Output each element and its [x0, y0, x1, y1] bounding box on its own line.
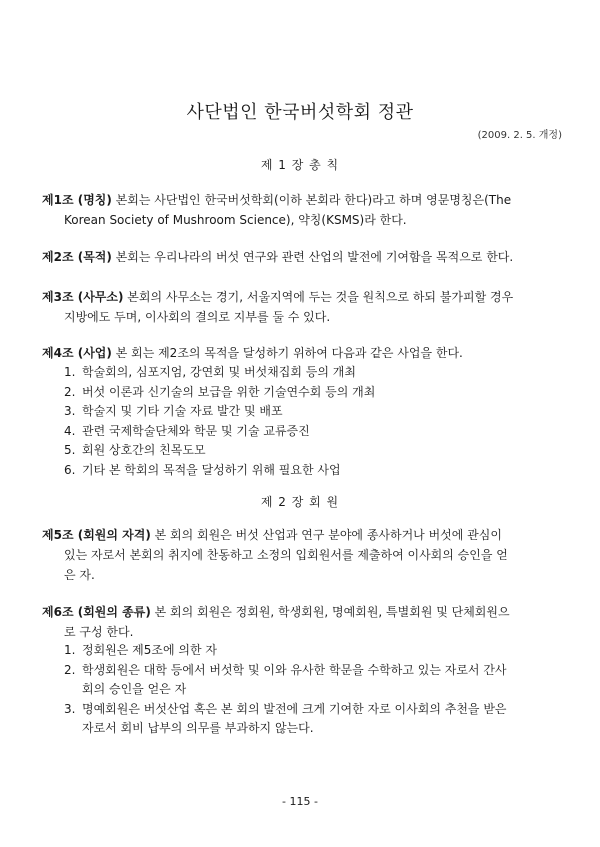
- revision-date: (2009. 2. 5. 개정): [477, 130, 562, 141]
- article-2-heading: 제2조 (목적): [42, 250, 112, 264]
- article-6-list: [64, 641, 560, 739]
- article-3-heading: 제3조 (사무소): [42, 290, 124, 304]
- article-1: [42, 190, 560, 230]
- page-number: - 115 -: [282, 795, 318, 808]
- list-item: 2. 학생회원은 대학 등에서 버섯학 및 이와 유사한 학문을 수학하고 있는 자로서 간사 회의 승인을 얻은 자: [64, 662, 507, 697]
- list-item: 4. 관련 국제학술단체와 학문 및 기술 교류증진: [64, 423, 310, 438]
- list-item: 6. 기타 본 학회의 목적을 달성하기 위해 필요한 사업: [64, 462, 341, 477]
- article-5-text: 본 회의 회원은 버섯 산업과 연구 분야에 종사하거나 버섯에 관심이: [150, 528, 502, 542]
- article-3-text: 본회의 사무소는 경기, 서울지역에 두는 것을 원칙으로 하되 불가피할 경우: [123, 290, 514, 304]
- article-5-text-cont: 있는 자로서 본회의 취지에 찬동하고 소정의 입회원서를 제출하여 이사회의 승인을 얻: [64, 548, 508, 562]
- list-item: 3. 학술지 및 기타 기술 자료 발간 및 배포: [64, 404, 283, 419]
- article-4-heading: 제4조 (사업): [42, 346, 112, 360]
- chapter-1-heading: 제 1 장 총 칙: [260, 158, 340, 172]
- chapter-2-heading: 제 2 장 회 원: [260, 495, 340, 509]
- article-5-text-cont2: 은 자.: [64, 568, 95, 582]
- article-3: [42, 287, 560, 327]
- list-item: 3. 명예회원은 버섯산업 혹은 본 회의 발전에 크게 기여한 자로 이사회의 추천을 받은 자로서 회비 납부의 의무를 부과하지 않는다.: [64, 701, 507, 736]
- article-5: [42, 525, 560, 585]
- article-2: [42, 247, 560, 267]
- article-1-text-cont: Korean Society of Mushroom Science), 약칭(KSMS)라 한다.: [64, 213, 407, 227]
- list-item: 2. 버섯 이론과 신기술의 보급을 위한 기술연수회 등의 개최: [64, 384, 376, 399]
- article-6-text-cont: 로 구성 한다.: [64, 625, 134, 639]
- list-item: 5. 회원 상호간의 친목도모: [64, 443, 206, 458]
- article-6-heading: 제6조 (회원의 종류): [42, 605, 151, 619]
- article-6-text: 본 회의 회원은 정회원, 학생회원, 명예회원, 특별회원 및 단체회원으: [150, 605, 510, 619]
- list-item: 1. 정회원은 제5조에 의한 자: [64, 643, 217, 657]
- document-title: 사단법인 한국버섯학회 정관: [186, 102, 414, 123]
- article-4-list: [64, 363, 560, 481]
- article-4-text: 본 회는 제2조의 목적을 달성하기 위하여 다음과 같은 사업을 한다.: [111, 346, 463, 360]
- article-2-text: 본회는 우리나라의 버섯 연구와 관련 산업의 발전에 기여함을 목적으로 한다.: [111, 250, 514, 264]
- article-3-text-cont: 지방에도 두며, 이사회의 결의로 지부를 둘 수 있다.: [64, 310, 331, 324]
- article-5-heading: 제5조 (회원의 자격): [42, 528, 151, 542]
- article-6: [42, 602, 560, 642]
- article-4: [42, 343, 560, 363]
- list-item: 1. 학술회의, 심포지엄, 강연회 및 버섯채집회 등의 개최: [64, 365, 356, 379]
- article-1-text: 본회는 사단법인 한국버섯학회(이하 본회라 한다)라고 하며 영문명칭은(The: [111, 193, 512, 207]
- article-1-heading: 제1조 (명칭): [42, 193, 112, 207]
